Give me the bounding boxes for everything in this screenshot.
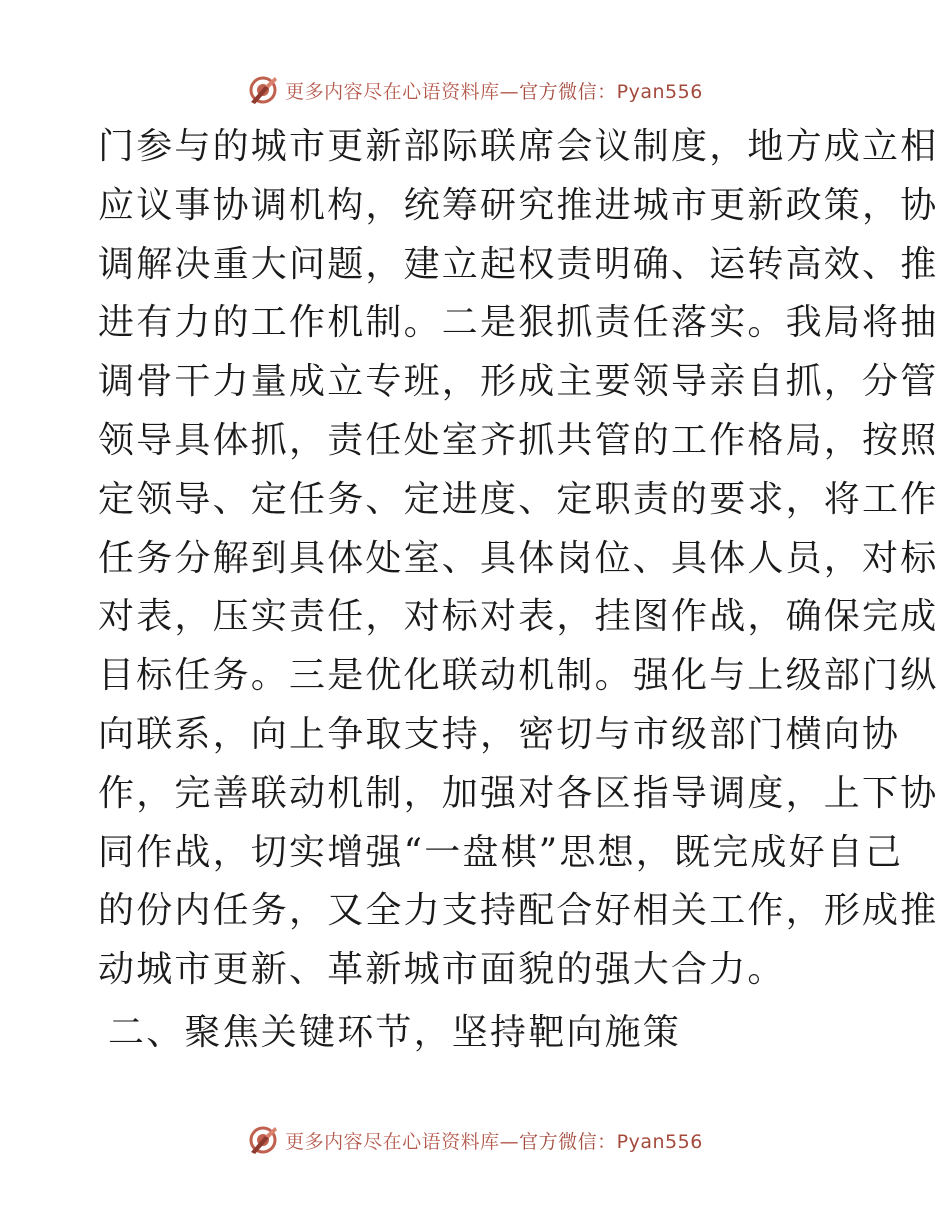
watermark-text: [285, 1127, 703, 1154]
watermark-dash: —: [499, 1130, 520, 1153]
quill-pen-seal-icon: [247, 1124, 279, 1156]
watermark-text: [285, 77, 703, 104]
paragraph-line: 任务分解到具体处室、具体岗位、具体人员，对标: [98, 537, 939, 579]
paragraph-line: 应议事协调机构，统筹研究推进城市更新政策，协: [98, 184, 939, 226]
paragraph-line: 动城市更新、革新城市面貌的强大合力。: [98, 949, 786, 991]
footer-watermark: [0, 1123, 950, 1157]
document-paragraph: [98, 118, 939, 1000]
watermark-site-text: 更多内容尽在心语资料库: [285, 1130, 500, 1153]
paragraph-line: 同作战，切实增强“一盘棋”思想，既完成好自己: [98, 831, 904, 873]
paragraph-line: 对表，压实责任，对标对表，挂图作战，确保完成: [98, 596, 939, 638]
paragraph-line: 调解决重大问题，建立起权责明确、运转高效、推: [98, 243, 939, 285]
paragraph-line: 向联系，向上争取支持，密切与市级部门横向协: [98, 713, 901, 755]
quill-pen-seal-icon: [247, 74, 279, 106]
watermark-dash: —: [499, 80, 520, 103]
header-watermark: [0, 73, 950, 107]
watermark-official-text: 官方微信：Pyan556: [519, 80, 703, 103]
paragraph-line: 目标任务。三是优化联动机制。强化与上级部门纵: [98, 655, 939, 697]
paragraph-line: 领导具体抓，责任处室齐抓共管的工作格局，按照: [98, 419, 939, 461]
paragraph-line: 调骨干力量成立专班，形成主要领导亲自抓，分管: [98, 361, 939, 403]
paragraph-line: 作，完善联动机制，加强对各区指导调度，上下协: [98, 772, 939, 814]
watermark-site-text: 更多内容尽在心语资料库: [285, 80, 500, 103]
paragraph-line: 定领导、定任务、定进度、定职责的要求，将工作: [98, 478, 939, 520]
paragraph-line: 门参与的城市更新部际联席会议制度，地方成立相: [98, 126, 939, 167]
watermark-official-text: 官方微信：Pyan556: [519, 1130, 703, 1153]
paragraph-line: 的份内任务，又全力支持配合好相关工作，形成推: [98, 890, 939, 932]
section-heading: 二、聚焦关键环节，坚持靶向施策: [108, 1012, 682, 1053]
paragraph-line: 进有力的工作机制。二是狠抓责任落实。我局将抽: [98, 302, 939, 344]
